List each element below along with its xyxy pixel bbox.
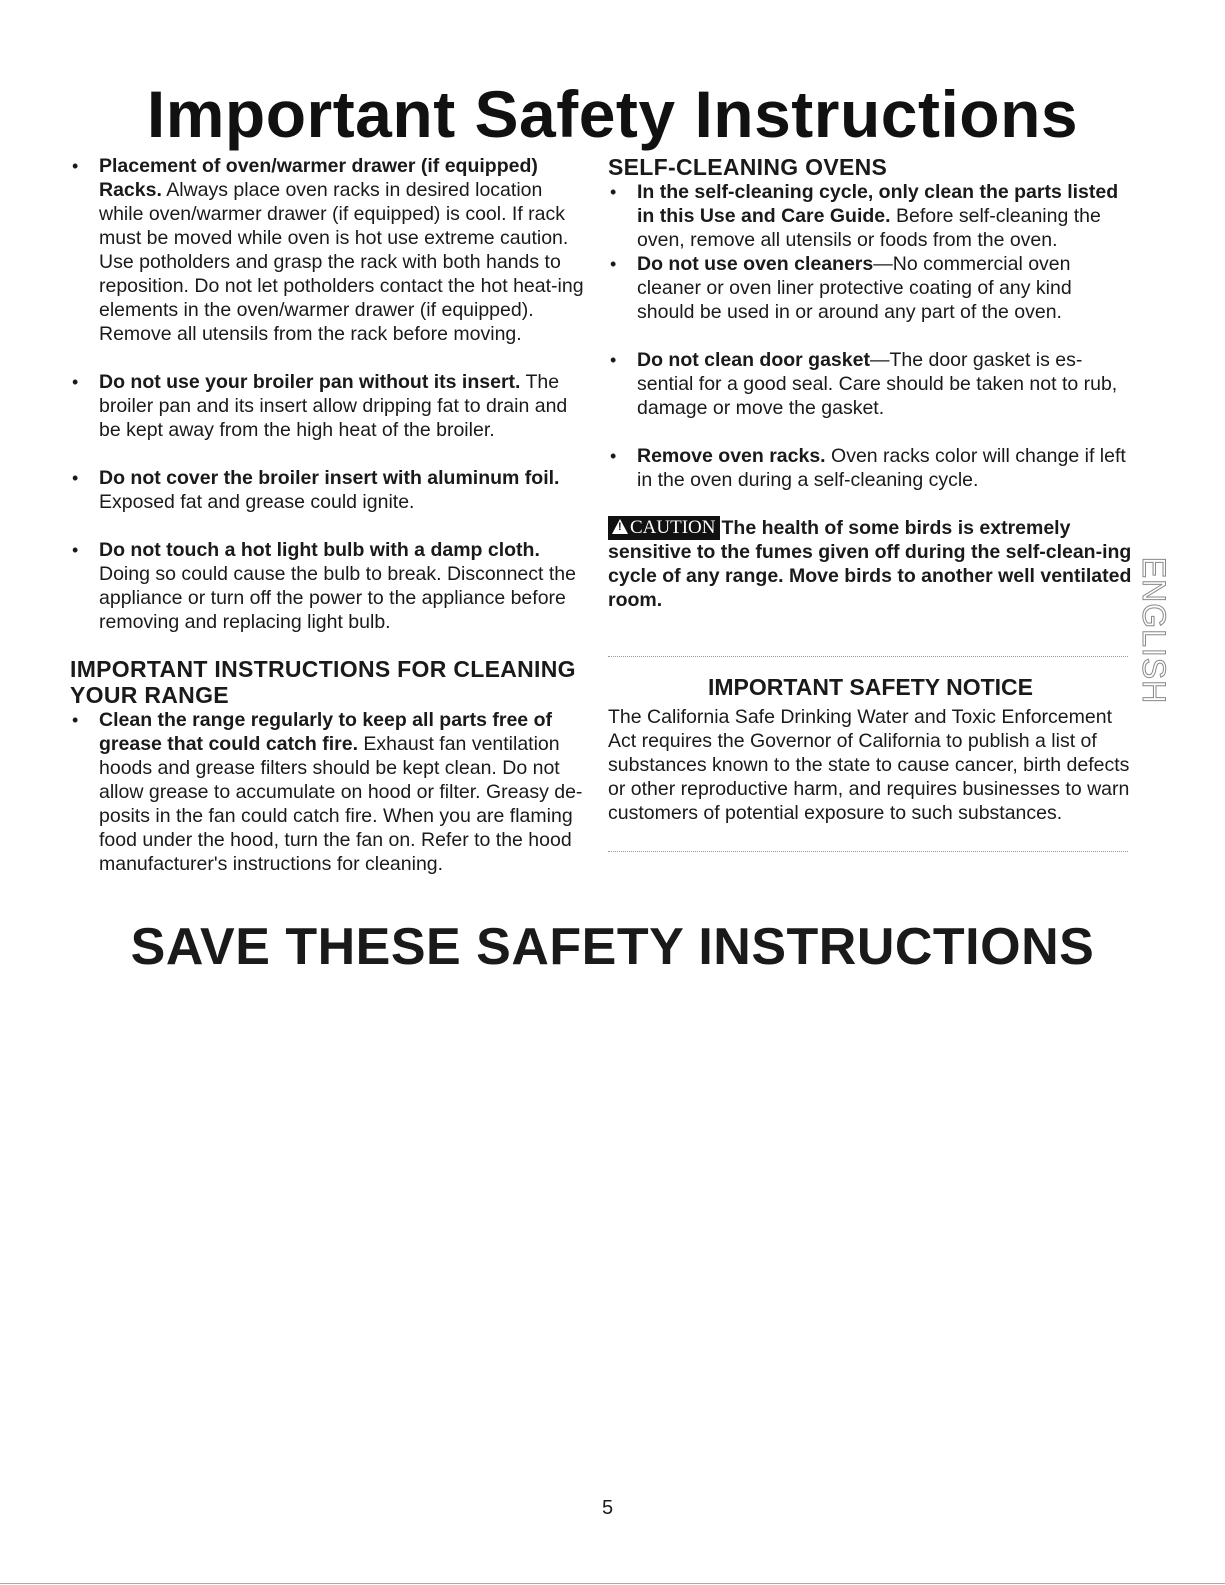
list-item	[608, 252, 1133, 324]
item-text: Exposed fat and grease could ignite.	[99, 491, 415, 513]
item-text: Before self-cleaning the oven, remove all utensils or foods from the oven.	[637, 205, 1101, 251]
caution-statement	[608, 516, 1133, 612]
list-item	[70, 538, 590, 634]
right-column	[608, 154, 1133, 852]
item-bold-text: Placement of oven/warmer drawer (if equipped) Racks.	[99, 155, 538, 201]
save-instructions-title: SAVE THESE SAFETY INSTRUCTIONS	[130, 918, 1095, 976]
list-item	[70, 154, 590, 346]
item-bold-text: Do not use your broiler pan without its insert.	[99, 371, 521, 393]
warning-triangle-icon: !	[612, 519, 628, 534]
list-item	[608, 444, 1133, 492]
self-cleaning-heading: SELF-CLEANING OVENS	[608, 154, 888, 180]
item-bold-text: Remove oven racks.	[637, 445, 826, 467]
cleaning-heading: IMPORTANT INSTRUCTIONS FOR CLEANING YOUR RANGE	[70, 656, 576, 708]
item-text: Always place oven racks in desired location while oven/warmer drawer (if equipped) is cool. If rack must be moved while oven is hot use extreme caution. Use potholders and grasp the rack with both hands to reposition. Do not let potholders contact the hot heat-ing elements in the oven/warmer drawer (if equipped). Remove all utensils from the rack before moving.	[99, 179, 584, 345]
page-number: 5	[601, 1497, 614, 1519]
page-title: Important Safety Instructions	[146, 77, 1079, 151]
item-bold-text: Do not use oven cleaners	[637, 253, 874, 275]
caution-text: The health of some birds is extremely sensitive to the fumes given off during the self-clean-ing cycle of any range. Move birds to another well ventilated room.	[608, 517, 1132, 611]
item-text: —No commercial oven cleaner or oven liner protective coating of any kind should be used in or around any part of the oven.	[637, 253, 1072, 323]
language-tab-label: ENGLISH	[1136, 556, 1173, 704]
item-text: Oven racks color will change if left in the oven during a self-cleaning cycle.	[637, 445, 1126, 491]
caution-badge	[608, 516, 720, 540]
item-bold-text: Do not touch a hot light bulb with a damp cloth.	[99, 539, 540, 561]
item-text: Exhaust fan ventilation hoods and grease filters should be kept clean. Do not allow grease to accumulate on hood or filter. Greasy de-posits in the fan could catch fire. When you are flaming food under the hood, turn the fan on. Refer to the hood manufacturer's instructions for cleaning.	[99, 733, 583, 875]
notice-heading: IMPORTANT SAFETY NOTICE	[708, 673, 1033, 700]
divider	[608, 851, 1128, 852]
list-item	[608, 180, 1133, 252]
page-edge-line	[0, 1583, 1225, 1584]
item-text: The broiler pan and its insert allow dripping fat to drain and be kept away from the high heat of the broiler.	[99, 371, 568, 441]
item-bold-text: Clean the range regularly to keep all parts free of grease that could catch fire.	[99, 709, 552, 755]
notice-text: The California Safe Drinking Water and Toxic Enforcement Act requires the Governor of California to publish a list of substances known to the state to cause cancer, birth defects or other reproductive harm, and requires businesses to warn customers of potential exposure to such substances.	[608, 705, 1130, 824]
item-bold-text: In the self-cleaning cycle, only clean the parts listed in this Use and Care Guide.	[637, 181, 1119, 227]
item-bold-text: Do not clean door gasket	[637, 349, 870, 371]
item-text: Doing so could cause the bulb to break. Disconnect the appliance or turn off the power to the appliance before removing and replacing light bulb.	[99, 563, 576, 633]
caution-label: CAUTION	[630, 517, 716, 538]
list-item	[70, 466, 590, 514]
list-item	[70, 708, 590, 876]
list-item	[70, 370, 590, 442]
item-text: —The door gasket is es-sential for a good seal. Care should be taken not to rub, damage or move the gasket.	[637, 349, 1118, 419]
left-column	[70, 154, 590, 876]
list-item	[608, 348, 1133, 420]
item-bold-text: Do not cover the broiler insert with aluminum foil.	[99, 467, 560, 489]
language-tab	[1136, 556, 1173, 704]
